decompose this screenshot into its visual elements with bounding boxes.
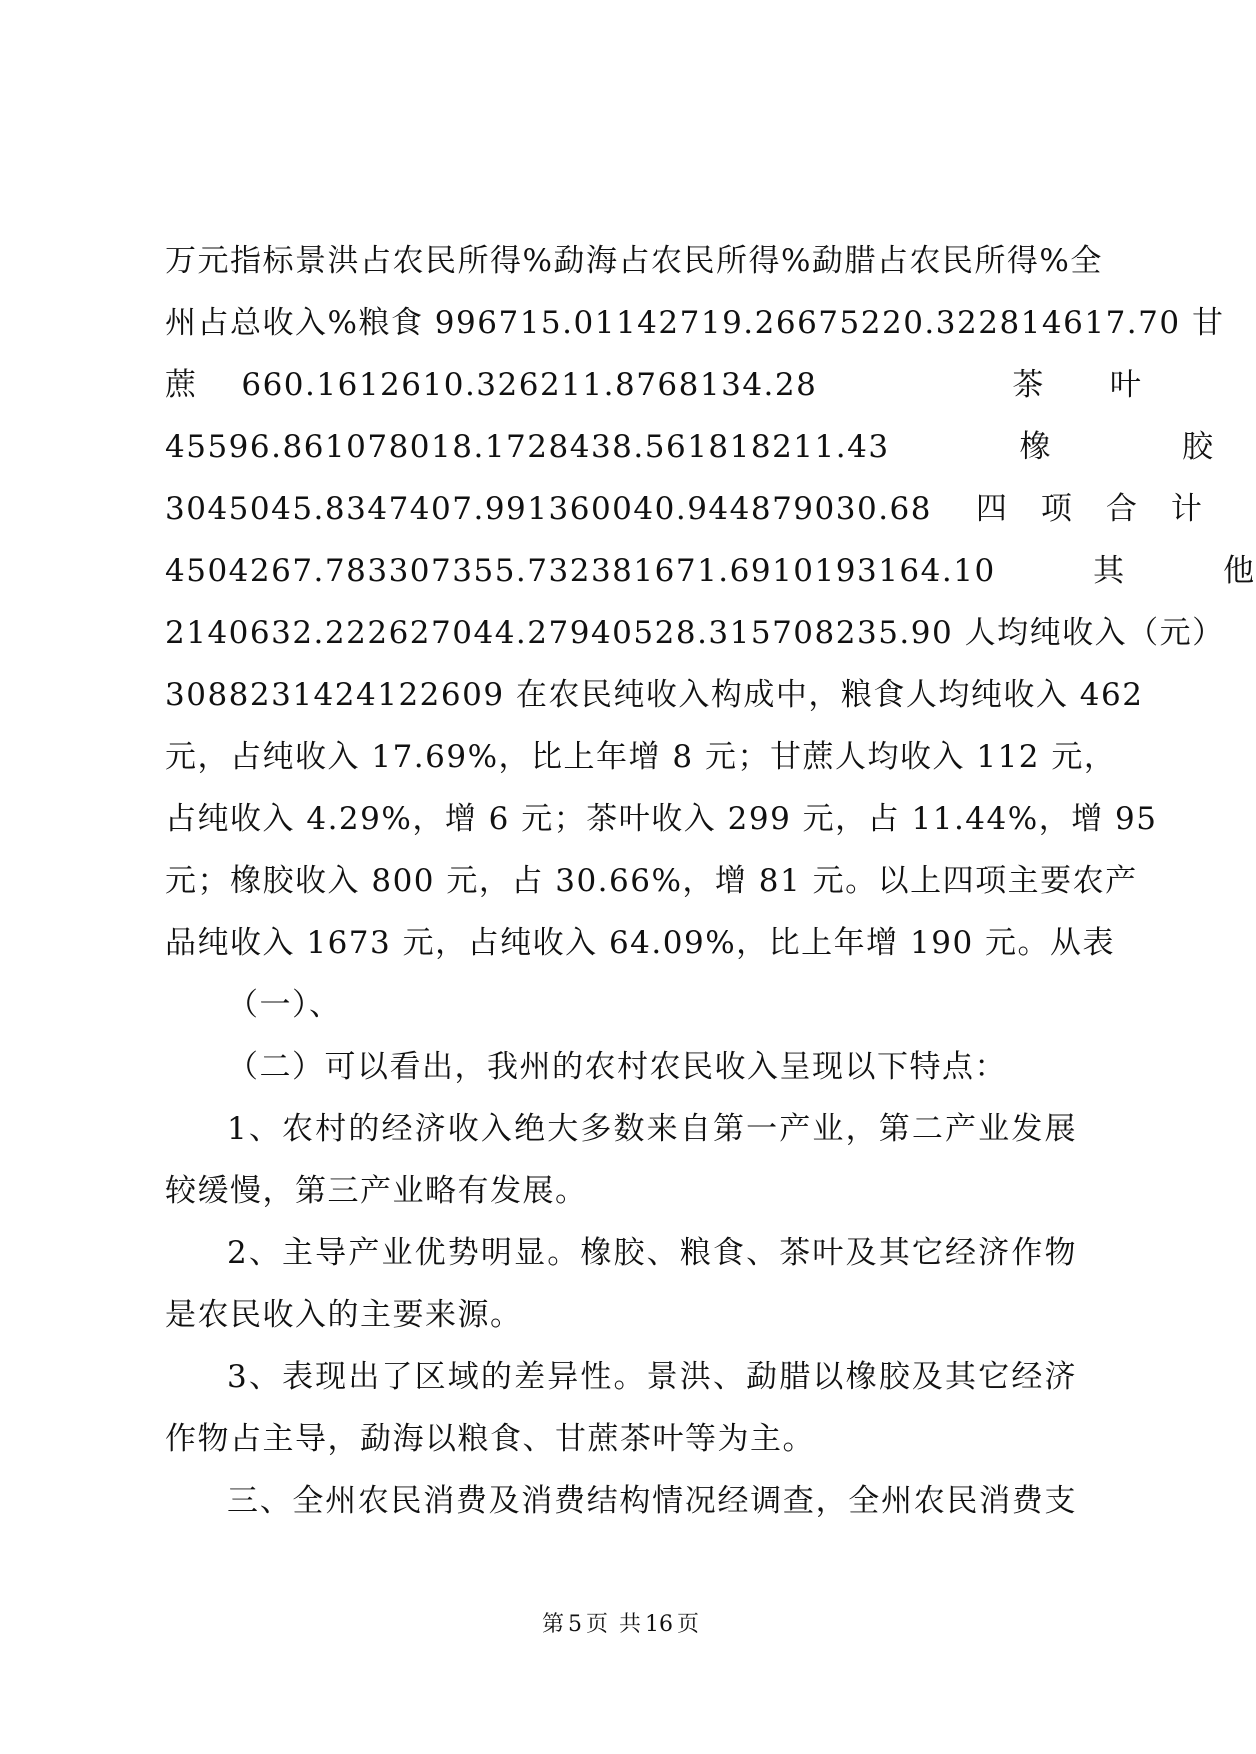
footer-suffix: 页 [677, 1612, 700, 1637]
text-line: 45596.861078018.1728438.561818211.43 橡 胶 [165, 429, 1215, 465]
text-line: 3045045.8347407.991360040.944879030.68 四 项 合 计 [165, 491, 1204, 527]
point-2-line-1: 2、主导产业优势明显。橡胶、粮食、茶叶及其它经济作物 [227, 1235, 1077, 1271]
footer-current-page: 5 [567, 1612, 582, 1637]
point-3-line-2: 作物占主导，勐海以粮食、甘蔗茶叶等为主。 [165, 1421, 815, 1457]
footer-prefix: 第 [541, 1612, 564, 1637]
text-line: 元，占纯收入 17.69%，比上年增 8 元；甘蔗人均收入 112 元， [165, 739, 1117, 775]
paragraph-yi: （一）、 [227, 987, 342, 1023]
text-line: 品纯收入 1673 元，占纯收入 64.09%，比上年增 190 元。从表 [165, 925, 1116, 961]
text-line: 元；橡胶收入 800 元，占 30.66%，增 81 元。以上四项主要农产 [165, 863, 1138, 899]
point-2-line-2: 是农民收入的主要来源。 [165, 1297, 523, 1333]
text-line: 3088231424122609 在农民纯收入构成中，粮食人均纯收入 462 [165, 677, 1144, 713]
text-line: 蔗 660.1612610.326211.8768134.28 茶 叶 [165, 367, 1143, 403]
document-body [165, 230, 1256, 1532]
footer-page-label: 页 [585, 1612, 608, 1637]
footer-total-pages: 16 [645, 1612, 674, 1637]
text-line: 2140632.222627044.27940528.315708235.90 人均纯收入（元） [165, 615, 1225, 651]
text-line: 万元指标景洪占农民所得%勐海占农民所得%勐腊占农民所得%全 [165, 243, 1103, 279]
text-line: 4504267.783307355.732381671.6910193164.10 其 他 [165, 553, 1256, 589]
point-3-line-1: 3、表现出了区域的差异性。景洪、勐腊以橡胶及其它经济 [227, 1359, 1077, 1395]
paragraph-er: （二）可以看出，我州的农村农民收入呈现以下特点： [227, 1049, 1007, 1085]
page-footer [0, 1610, 1241, 1640]
text-line: 占纯收入 4.29%，增 6 元；茶叶收入 299 元，占 11.44%，增 95 [165, 801, 1158, 837]
section-3-heading: 三、全州农民消费及消费结构情况经调查，全州农民消费支 [227, 1483, 1077, 1519]
text-line: 州占总收入%粮食 996715.01142719.26675220.322814617.70 甘 [165, 305, 1225, 341]
point-1-line-2: 较缓慢，第三产业略有发展。 [165, 1173, 588, 1209]
point-1-line-1: 1、农村的经济收入绝大多数来自第一产业，第二产业发展 [227, 1111, 1077, 1147]
footer-total-label: 共 [619, 1612, 642, 1637]
